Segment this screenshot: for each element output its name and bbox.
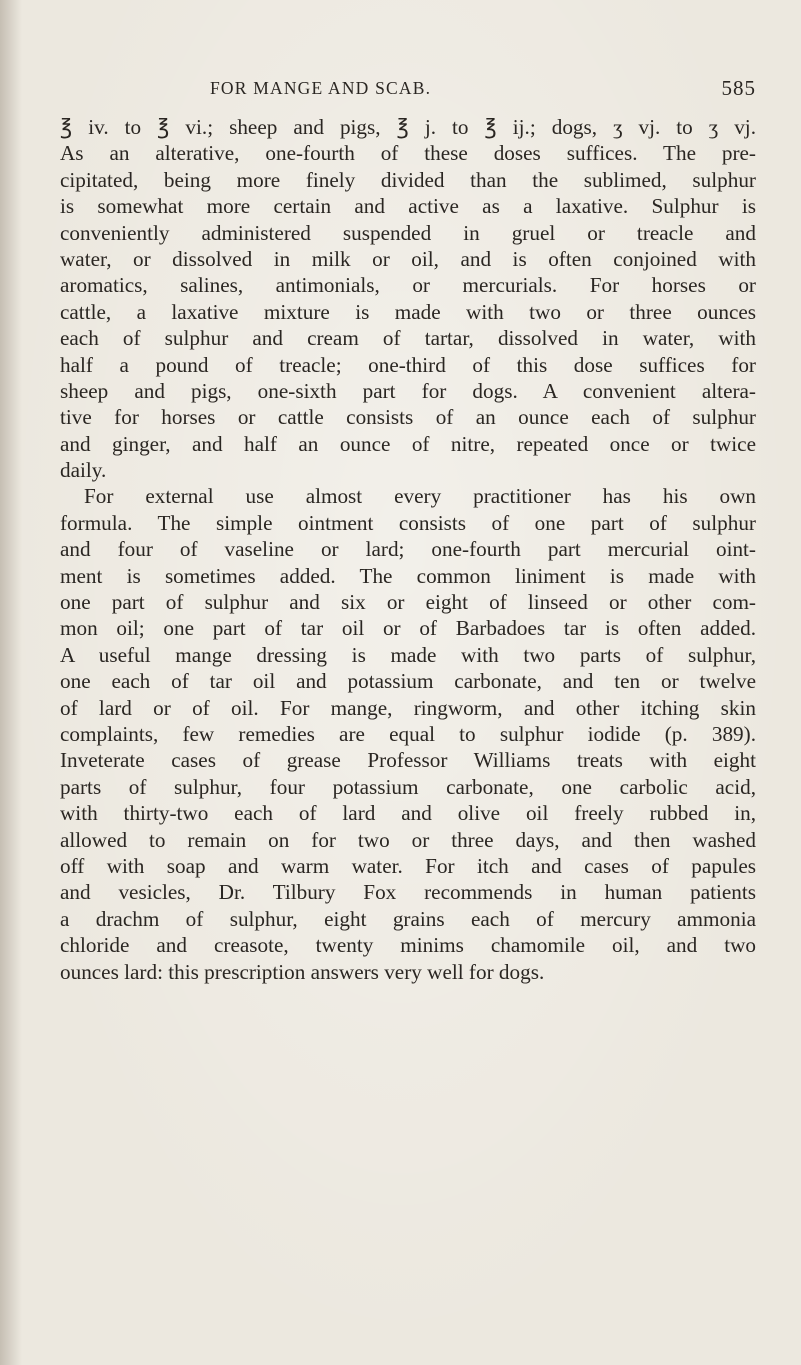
text-line: aromatics, salines, antimonials, or mercurials. For horses or: [60, 273, 756, 298]
text-line: with thirty-two each of lard and olive oil freely rubbed in,: [60, 801, 756, 826]
text-line: chloride and creasote, twenty minims chamomile oil, and two: [60, 933, 756, 958]
text-line: parts of sulphur, four potassium carbonate, one carbolic acid,: [60, 774, 756, 799]
text-line: one part of sulphur and six or eight of linseed or other com-: [60, 590, 756, 615]
text-line: tive for horses or cattle consists of an ounce each of sulphur: [60, 405, 756, 430]
text-line: Inveterate cases of grease Professor Williams treats with eight: [60, 748, 756, 773]
page-header: [60, 78, 756, 108]
text-line: and vesicles, Dr. Tilbury Fox recommends in human patients: [60, 880, 756, 905]
text-line: As an alterative, one-fourth of these doses suffices. The pre-: [60, 141, 756, 166]
text-line: mon oil; one part of tar oil or of Barbadoes tar is often added.: [60, 616, 756, 641]
body-text: [60, 114, 756, 985]
text-line: one each of tar oil and potassium carbonate, and ten or twelve: [60, 669, 756, 694]
text-line: cattle, a laxative mixture is made with two or three ounces: [60, 299, 756, 324]
text-line: half a pound of treacle; one-third of this dose suffices for: [60, 352, 756, 377]
text-line: and ginger, and half an ounce of nitre, repeated once or twice: [60, 431, 756, 456]
text-line: allowed to remain on for two or three days, and then washed: [60, 827, 756, 852]
text-line: complaints, few remedies are equal to sulphur iodide (p. 389).: [60, 721, 756, 746]
text-line: and four of vaseline or lard; one-fourth part mercurial oint-: [60, 537, 756, 562]
page-number: 585: [721, 76, 756, 100]
page-gutter-shadow: [0, 0, 22, 1365]
text-line: ment is sometimes added. The common liniment is made with: [60, 563, 756, 588]
text-line: each of sulphur and cream of tartar, dissolved in water, with: [60, 326, 756, 351]
text-line: formula. The simple ointment consists of one part of sulphur: [60, 510, 756, 535]
text-line: For external use almost every practitioner has his own: [84, 484, 756, 509]
text-line: a drachm of sulphur, eight grains each of mercury ammonia: [60, 906, 756, 931]
text-line: of lard or of oil. For mange, ringworm, and other itching skin: [60, 695, 756, 720]
text-line: water, or dissolved in milk or oil, and is often conjoined with: [60, 246, 756, 271]
text-line: ounces lard: this prescription answers very well for dogs.: [60, 959, 545, 984]
text-line: off with soap and warm water. For itch and cases of papules: [60, 853, 756, 878]
text-line: sheep and pigs, one-sixth part for dogs. A convenient altera-: [60, 378, 756, 403]
text-line: is somewhat more certain and active as a laxative. Sulphur is: [60, 194, 756, 219]
text-line: A useful mange dressing is made with two parts of sulphur,: [60, 642, 756, 667]
text-line: cipitated, being more finely divided than the sublimed, sulphur: [60, 167, 756, 192]
text-line: conveniently administered suspended in gruel or treacle and: [60, 220, 756, 245]
running-head: FOR MANGE AND SCAB.: [210, 78, 432, 98]
text-line: ℥ iv. to ℥ vi.; sheep and pigs, ℥ j. to ℥ ij.; dogs, ʒ vj. to ʒ vj.: [60, 115, 756, 139]
text-line: daily.: [60, 458, 107, 483]
